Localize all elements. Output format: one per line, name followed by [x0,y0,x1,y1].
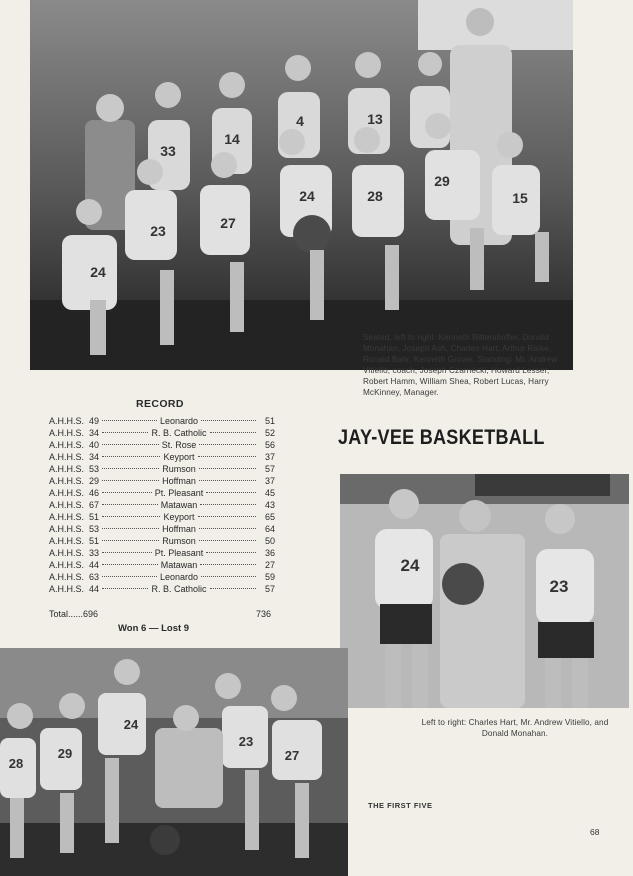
team-jersey-13: 13 [367,111,383,127]
leader-dots [201,420,256,421]
record-table [49,415,275,595]
opponent: R. B. Catholic [151,428,207,438]
leader-dots [199,468,256,469]
team-jersey-28: 28 [367,188,383,204]
leader-dots [102,456,160,457]
total-opponent: 736 [255,609,271,619]
score: 49 [88,416,99,426]
score: 44 [88,584,99,594]
school: A.H.H.S. [49,500,85,510]
team-jersey-front-24: 24 [90,264,106,280]
coach-caption: Left to right: Charles Hart, Mr. Andrew Vitiello, and Donald Monahan. [421,718,609,738]
leader-dots [198,516,256,517]
leader-dots [102,516,160,517]
record-row [49,583,275,595]
record-row [49,475,275,487]
opponent-score: 27 [264,560,275,570]
school: A.H.H.S. [49,452,85,462]
record-row [49,523,275,535]
leader-dots [199,480,256,481]
record-heading: RECORD [136,398,184,410]
team-jersey-15: 15 [512,190,528,206]
team-jersey-27: 27 [220,215,236,231]
score: 44 [88,560,99,570]
opponent-score: 52 [264,428,275,438]
leader-dots [102,420,157,421]
opponent: Keyport [163,452,195,462]
score: 53 [88,464,99,474]
leader-dots [200,504,256,505]
record-total [49,609,271,619]
first-five-label: THE FIRST FIVE [368,801,433,810]
school: A.H.H.S. [49,524,85,534]
opponent: Leonardo [159,416,199,426]
opponent: Pt. Pleasant [154,548,204,558]
leader-dots [199,528,256,529]
page-title: JAY-VEE BASKETBALL [338,426,545,449]
record-row [49,571,275,583]
school: A.H.H.S. [49,464,85,474]
score: 67 [88,500,99,510]
opponent-score: 43 [264,500,275,510]
team-jersey-23: 23 [150,223,166,239]
opponent: R. B. Catholic [151,584,207,594]
coach-photo-jersey-23: 23 [549,577,569,596]
school: A.H.H.S. [49,416,85,426]
leader-dots [206,552,256,553]
leader-dots [102,468,159,469]
coach-photo [340,474,629,708]
score: 34 [88,428,99,438]
record-row [49,559,275,571]
school: A.H.H.S. [49,512,85,522]
five-jersey-28: 28 [8,756,24,771]
opponent-score: 57 [264,584,275,594]
school: A.H.H.S. [49,536,85,546]
opponent: Keyport [163,512,195,522]
opponent: St. Rose [161,440,197,450]
five-jersey-23: 23 [238,734,254,749]
score: 51 [88,536,99,546]
opponent-score: 51 [265,416,276,426]
leader-dots [200,564,256,565]
opponent-score: 45 [264,488,275,498]
school: A.H.H.S. [49,428,85,438]
leader-dots [102,528,159,529]
leader-dots [210,588,256,589]
leader-dots [102,588,148,589]
leader-dots [102,444,159,445]
record-row [49,499,275,511]
leader-dots [198,456,256,457]
team-photo [30,0,573,370]
opponent: Rumson [162,464,196,474]
leader-dots [102,576,157,577]
leader-dots [102,540,159,541]
record-row [49,427,275,439]
leader-dots [201,576,256,577]
record-row [49,511,275,523]
leader-dots [206,492,256,493]
school: A.H.H.S. [49,440,85,450]
score: 34 [88,452,99,462]
score: 63 [88,572,99,582]
coach-photo-jersey-24: 24 [400,556,420,575]
school: A.H.H.S. [49,584,85,594]
record-row [49,463,275,475]
opponent: Matawan [160,500,198,510]
opponent-score: 37 [264,452,275,462]
team-jersey-24: 24 [299,188,315,204]
five-jersey-24: 24 [123,717,139,732]
leader-dots [199,540,256,541]
score: 29 [88,476,99,486]
team-caption: Seated, left to right: Kenneth Rittershoffer, Donald Monahan, Joseph Ash, Charles Hart, Arthur Raike, Ronald Bahr, Kenneth Grover. Standing: Mr. Andrew Vitiello, coach; Joseph Czarnecki, Howard Lesser, Robert Hamm, William Shea, Robert Lucas, Harry McKinney, Manager. [363,333,558,397]
five-jersey-27: 27 [284,748,300,763]
school: A.H.H.S. [49,572,85,582]
leader-dots [102,492,152,493]
opponent-score: 37 [265,476,276,486]
record-row [49,535,275,547]
leader-dots [199,444,256,445]
opponent-score: 65 [264,512,275,522]
team-jersey-4: 4 [296,113,304,129]
opponent-score: 59 [265,572,276,582]
record-row [49,415,275,427]
record-row [49,487,275,499]
coach-photo-image [340,474,629,708]
first-five-photo [0,648,348,876]
opponent-score: 56 [265,440,276,450]
won-lost: Won 6 — Lost 9 [118,623,190,634]
leader-dots [102,432,148,433]
opponent: Pt. Pleasant [154,488,204,498]
record-row [49,451,275,463]
five-jersey-29: 29 [57,746,73,761]
first-five-photo-image [0,648,348,876]
opponent-score: 36 [264,548,275,558]
score: 40 [88,440,99,450]
score: 51 [88,512,99,522]
opponent-score: 57 [265,464,276,474]
page-number: 68 [590,827,600,837]
leader-dots [102,564,158,565]
opponent: Hoffman [162,524,196,534]
score: 46 [88,488,99,498]
record-row [49,547,275,559]
school: A.H.H.S. [49,560,85,570]
opponent: Hoffman [162,476,196,486]
school: A.H.H.S. [49,476,85,486]
team-photo-image [30,0,573,370]
team-jersey-33: 33 [160,143,176,159]
opponent-score: 50 [265,536,276,546]
leader-dots [210,432,256,433]
opponent: Matawan [160,560,198,570]
opponent: Rumson [162,536,196,546]
team-jersey-29: 29 [434,173,450,189]
record-row [49,439,275,451]
opponent: Leonardo [159,572,199,582]
team-jersey-14: 14 [224,131,240,147]
score: 33 [88,548,99,558]
leader-dots [102,480,159,481]
leader-dots [102,552,152,553]
school: A.H.H.S. [49,488,85,498]
score: 53 [88,524,99,534]
school: A.H.H.S. [49,548,85,558]
total-label: Total......696 [49,609,99,619]
opponent-score: 64 [265,524,276,534]
leader-dots [102,504,158,505]
